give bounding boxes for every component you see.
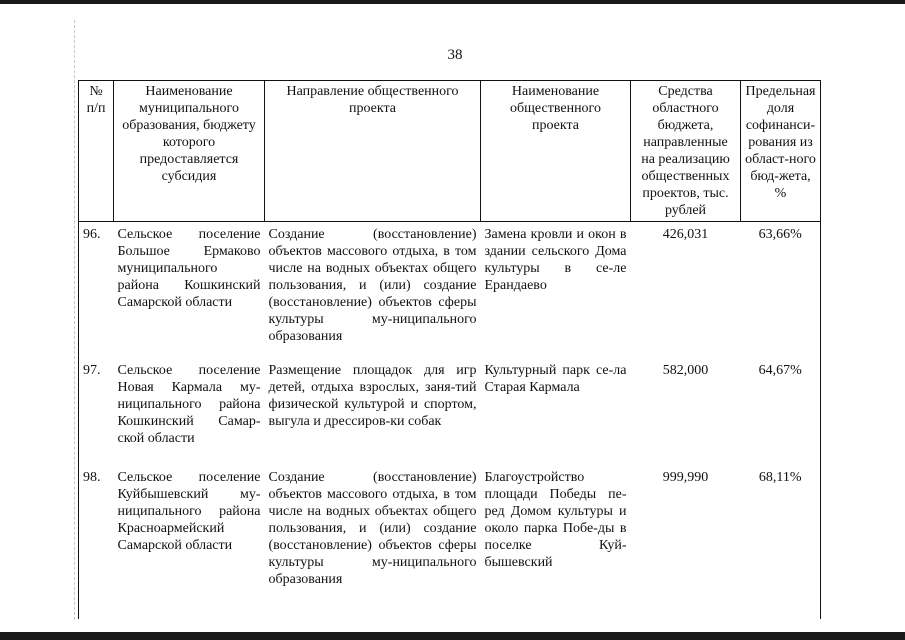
header-municipality: Наименование муниципального образования, бюджету которого предоставляется субсидия <box>114 81 265 222</box>
row-municipality: Сельское поселение Новая Кармала му-ниципального района Кошкинский Самар-ской области <box>117 363 261 446</box>
header-project: Наименование общественного проекта <box>481 81 631 222</box>
row-share: 63,66% <box>741 222 821 359</box>
header-share: Предельная доля софинанси-рования из област-ного бюд-жета, % <box>741 81 821 222</box>
row-municipality: Сельское поселение Большое Ермаково муниципального района Кошкинский Самарской области <box>117 227 261 310</box>
table-row <box>79 465 821 619</box>
scan-border-bottom <box>0 632 905 640</box>
row-share: 68,11% <box>741 465 821 619</box>
row-project: Замена кровли и окон в здании сельского Дома культуры в се-ле Ерандаево <box>484 227 627 293</box>
row-project: Культурный парк се-ла Старая Кармала <box>484 363 627 395</box>
row-amount: 582,000 <box>662 363 709 378</box>
row-number: 96. <box>79 222 114 359</box>
row-number: 98. <box>79 465 114 619</box>
row-number: 97. <box>79 358 114 465</box>
row-direction: Создание (восстановление) объектов массового отдыха, в том числе на водных объектах общего пользования, и (или) создание (восстановление) объектов сферы культуры му-ниципального образования <box>268 470 477 587</box>
scan-binding-edge <box>74 20 75 620</box>
header-number: № п/п <box>79 81 114 222</box>
row-amount: 426,031 <box>662 227 709 242</box>
row-share: 64,67% <box>741 358 821 465</box>
row-direction: Размещение площадок для игр детей, отдыха взрослых, заня-тий физической культурой и спортом, выгула и дрессиров-ки собак <box>268 363 477 429</box>
row-amount: 999,990 <box>662 470 709 485</box>
table-row <box>79 358 821 465</box>
header-direction: Направление общественного проекта <box>265 81 481 222</box>
table-row <box>79 222 821 359</box>
page-number: 38 <box>447 47 463 63</box>
table-header <box>79 81 821 222</box>
row-municipality: Сельское поселение Куйбышевский му-ниципального района Красноармейский Самарской области <box>117 470 261 553</box>
subsidy-table <box>78 80 821 619</box>
header-amount: Средства областного бюджета, направленные на реализацию общественных проектов, тыс. рублей <box>631 81 741 222</box>
scan-border-top <box>0 0 905 4</box>
row-project: Благоустройство площади Победы пе-ред Домом культуры и около парка Побе-ды в поселке Куй-бышевский <box>484 470 627 570</box>
row-direction: Создание (восстановление) объектов массового отдыха, в том числе на водных объектах общего пользования, и (или) создание (восстановление) объектов сферы культуры му-ниципального образования <box>268 227 477 344</box>
